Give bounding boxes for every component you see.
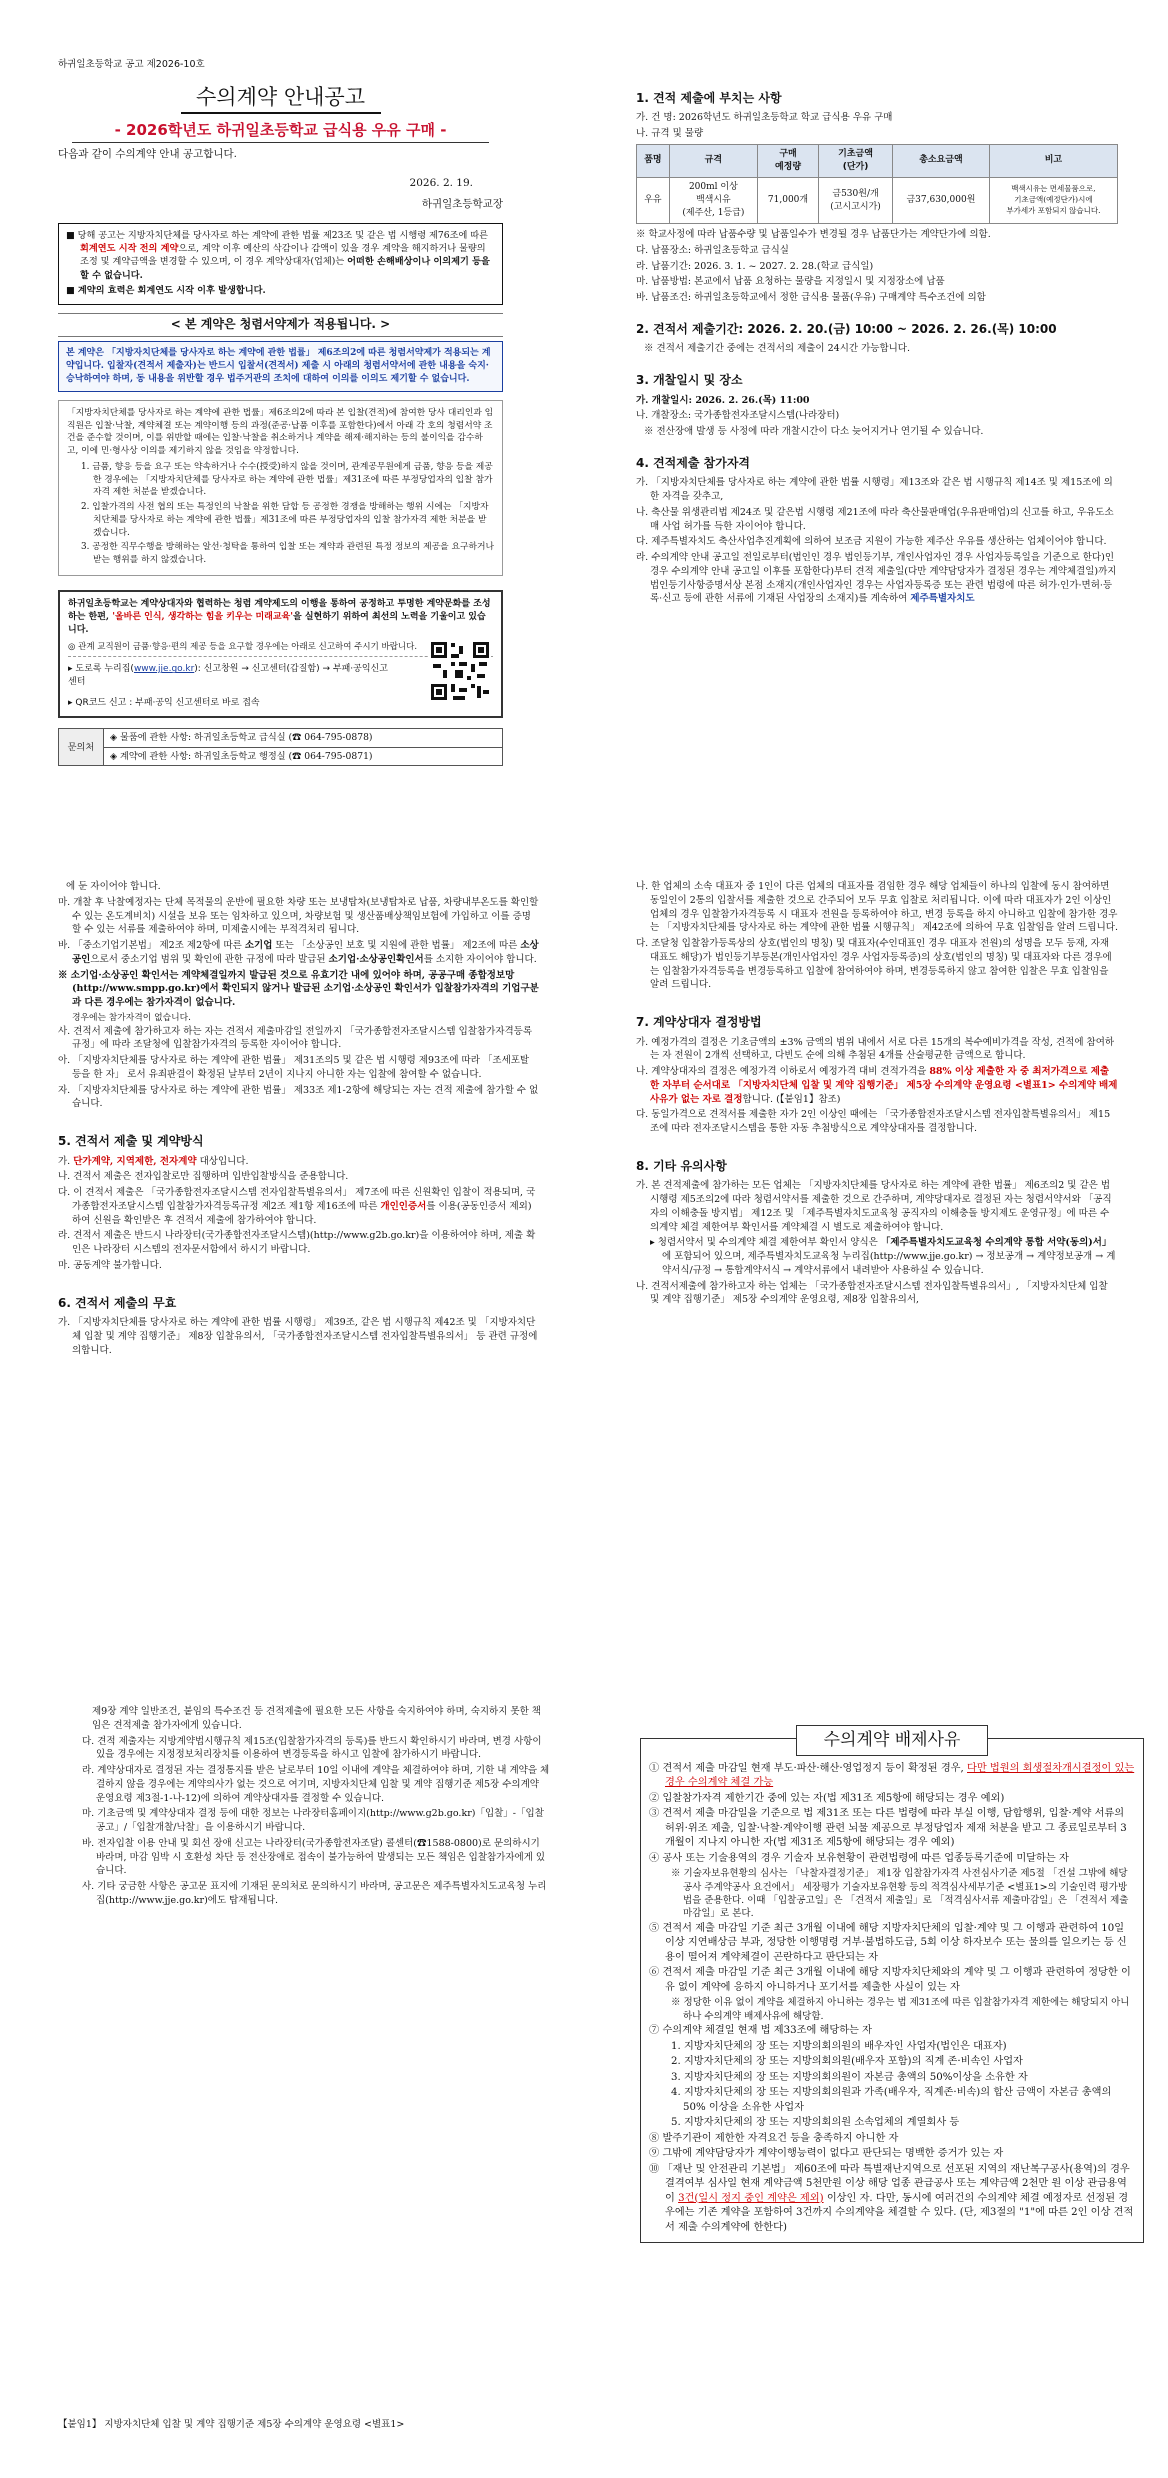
exclusion-item-text: 공사 또는 기술용역의 경우 기술자 보유현황이 관련법령에 따른 업종등록기준에 미달하는 자 — [662, 1852, 1069, 1864]
exclusion-item-number: ※ — [671, 1868, 684, 1880]
exclusion-item-number: ⑤ — [649, 1922, 663, 1934]
issuer: 하귀일초등학교장 — [421, 198, 503, 211]
clean-box-text: 본 계약은 「지방자치단체를 당사자로 하는 계약에 관한 법률」 제6조의2에 따른 청렴서약제가 적용되는 계약입니다. 입찰자(견적서 제출자)는 반드시 입찰서(견적서) 제출 시 아래의 청렴서약서에 관한 내용을 숙지·승낙하여야 하며, 동 내용을 위반할 경우 법주거관의 조치에 대하여 이의를 이의도 제기할 수 없습니다. — [66, 347, 491, 384]
sec4-item-a: 가. 「지방자치단체를 당사자로 하는 계약에 관한 법률 시행령」제13조와 같은 법 시행규칙 제14조 및 제15조에 의한 자격을 갖추고, — [636, 477, 1113, 502]
sec8-bullet: ▸ 청렴서약서 및 수의계약 체결 제한여부 확인서 양식은 — [650, 1237, 881, 1249]
exclusion-item-number: ④ — [649, 1852, 663, 1864]
ombuds-bullet1-b: ): 신고창원 → 신고센터(갑질함) → 부패·공익신고센터 — [68, 664, 388, 688]
pledge-box — [58, 400, 503, 576]
table-row — [637, 178, 1118, 224]
page1-left — [58, 58, 503, 766]
th-spec: 규격 — [669, 144, 757, 177]
sec4-item-h: 아. 「지방자치단체를 당사자로 하는 계약에 관한 법률」 제31조의5 및 같은 법 시행령 제93조에 따라 「조세포탈 등을 한 자」 로서 유죄판결이 확정된 날부터 2년이 지나지 아니한 자는 입찰에 참여할 수 없습니다. — [58, 1055, 530, 1080]
sec8-item-f: 바. 전자입찰 이용 안내 및 회선 장애 신고는 나라장터(국가종합전자조달) 콜센터(☎1588-0800)로 문의하시기 바라며, 마감 임박 시 호환성 차단 등 전산장애로 접속이 불가능하여 발생되는 모든 책임은 입찰참가자에게 있습니다. — [82, 1837, 546, 1877]
clean-box-heading: < 본 계약은 청렴서약제가 적용됩니다. > — [58, 313, 503, 336]
exclusion-item-number: ⑥ — [649, 1967, 663, 1979]
exclusion-item-number: ② — [649, 1792, 663, 1804]
sec6-title: 6. 견적서 제출의 무효 — [58, 1295, 177, 1310]
exclusion-item-number: ⑦ — [649, 2025, 663, 2037]
exclusion-item-text: 기술자보유현황의 심사는 「낙찰자결정기준」 제1장 입찰참가자격 사전심사기준 제5절 「건설 그밖에 해당공사 주계약공사 요건에서」 세장평가 기술자보유현황 등의 적격심사세부기준 <별표1>의 기술인력 평가방법을 준용한다. 이때 「입찰공고일」은 「견적서 제출일」로 「적격심사서류 제출마감일」은 「견적서 제출마감일」로 본다. — [683, 1868, 1129, 1920]
exclusion-item-text: 1. 지방자치단체의 장 또는 지방의회의원의 배우자인 사업자(법인은 대표자) — [671, 2040, 1007, 2052]
exclusion-list — [649, 1762, 1135, 2236]
exclusion-item-text: 그밖에 계약담당자가 계약이행능력이 없다고 판단되는 명백한 증거가 있는 자 — [662, 2148, 1004, 2160]
jje-link[interactable]: www.jje.go.kr — [133, 664, 195, 675]
notice-date: 2026. 2. 19. — [409, 177, 473, 190]
th-qty: 구매 예정량 — [757, 144, 818, 177]
pledge-item-1: 1. 금품, 향응 등을 요구 또는 약속하거나 수수(授受)하지 않을 것이며, 관계공무원에게 금품, 향응 등을 제공한 경우에는 「지방자치단체를 당사자로 하는 계약에 관한 법률」제31조에 따른 부정당업자의 입찰 참가자격 제한 처분을 받겠습니다. — [81, 461, 493, 498]
exclusion-item-text: 발주기관이 제한한 자격요건 등을 충족하지 아니한 자 — [662, 2132, 899, 2144]
sec5-item-a-b: 대상입니다. — [196, 1155, 249, 1167]
sec1-item-b: 나. 규격 및 물량 — [636, 128, 704, 140]
sec4-item-d-cont: 에 둔 자이어야 합니다. — [66, 881, 161, 892]
sec4-item-f: 바. 「중소기업기본법」 제2조 제2항에 따른 — [58, 940, 245, 952]
exclusion-item-text: 「재난 및 안전관리 기본법」 제60조에 따라 특별재난지역으로 선포된 지역의 재난복구공사(용역)의 경우 결격여부 심사일 현재 계약금액 5천만원 이상 해당 업종 관급공사 또는 계약금액 2천만 원 이상 관급용역이 — [662, 2163, 1130, 2204]
sec4-item-d: 라. 수의계약 안내 공고일 전일로부터(법인인 경우 법인등기부, 개인사업자인 경우 사업자등록일을 기준으로 한다)인 경우 수의계약 안내 공고일 이후를 포함한다)부터 견적 제출일(다만 계약담당자가 결정된 경우는 계약체결일)까지 법인등기사항증명서상 본점 소재지(개인사업자인 경우는 사업자등록증 또는 관련 법령에 따른 허가·인가·면허·등록·신고 등에 관한 서류에 기재된 사업장의 소재지)를 계속하여 — [636, 552, 1117, 605]
sec1-item-f: 바. 납품조건: 하귀일초등학교에서 정한 급식용 물품(우유) 구매계약 특수조건에 의함 — [636, 292, 986, 304]
exclusion-item-text: 견적서 제출 마감일을 기준으로 법 제31조 또는 다른 법령에 따라 부실 이행, 담합행위, 입찰·계약 서류의 허위·위조 제출, 입찰·낙찰·계약이행 관련 뇌물 제공으로 부정당업자 제재 처분을 받고 그 종료일로부터 3개월이 지나지 아니한 자(법 제31조 제5항에 해당되는 경우 예외) — [662, 1808, 1127, 1849]
sec4-small-biz: 소기업 — [244, 940, 273, 952]
exclusion-item-number: ⑩ — [649, 2163, 663, 2175]
product-table — [636, 144, 1118, 224]
sec8-title: 8. 기타 유의사항 — [636, 1158, 727, 1173]
exclusion-item — [649, 2055, 1135, 2069]
sec4-micro-biz: 소상공인 — [72, 940, 539, 965]
exclusion-item — [649, 1867, 1135, 1921]
ombuds-highlight: '올바른 인식, 생각하는 힘을 키우는 미래교육' — [112, 611, 293, 622]
sec4-item-f-e: 를 소지한 자이어야 합니다. — [423, 953, 537, 965]
page-subtitle: - 2026학년도 하귀일초등학교 급식용 우유 구매 - — [72, 120, 489, 143]
ombuds-bullet1: 도로록 누리집( — [75, 664, 134, 675]
ombuds-box: 하귀일초등학교는 계약상대자와 협력하는 청렴 계약제도의 이행을 통하여 공정하고 투명한 계약문화를 조성하는 한편, '올바른 인식, 생각하는 힘을 키우는 미래교육'을 실현하기 위하여 최선의 노력을 기울이고 있습니다. ◎ 관계 교직원이 금품·향응·편의 제공 등을 요구할 경우에는 아래로 신고하여 주시기 바랍니다. ▸ 도로록 누리집(www.jje.go.kr): 신고창원 → 신고센터(갑질함) → 부패·공익신고센터 ▸ QR코드 신고 : 부패·공익 신고센터로 바로 접속 — [58, 590, 503, 719]
sec8-bullet-c: 에 포함되어 있으며, 제주특별자치도교육청 누리집(http://www.jje.go.kr) → 정보공개 → 계약정보공개 → 계약서식/규정 → 통합계약서식 → 계약서류에서 내려받아 사용하실 수 있습니다. — [662, 1251, 1116, 1276]
contact-label: 문의처 — [59, 729, 104, 766]
sec5-item-c: 다. 이 견적서 제출은 「국가종합전자조달시스템 전자입찰특별유의서」 제7조에 따른 신원확인 입찰이 적용되며, 국가종합전자조달시스템 입찰참가자격등록규정 제2조 제1항 제16조에 따른 — [58, 1187, 536, 1212]
warning-text-2: 으로, 계약 이후 예산의 삭감이나 감액이 있을 경우 계약을 해지하거나 물량의 조정 및 계약금액을 변경할 수 있으며, 이 경우 계약상대자(업체)는 — [80, 242, 486, 268]
exclusion-item — [649, 1762, 1135, 1791]
sec8-item-c: 다. 견적 제출자는 지방계약법시행규칙 제15조(입찰참가자격의 등록)를 반드시 확인하시기 바라며, 변경 사항이 있을 경우에는 지정정보처리장치를 이용하여 변경등록을 하시고 입찰에 참가하시기 바랍니다. — [82, 1735, 542, 1761]
warning-text: 당해 공고는 지방자치단체를 당사자로 하는 계약에 관한 법률 제23조 및 같은 법 시행령 제76조에 따른 — [77, 229, 489, 241]
sec6-item-c: 다. 조달청 입찰참가등록상의 상호(법인의 명칭) 및 대표자(수인대표인 경우 대표자 전원)의 성명을 모두 등재, 자재대표도 해당)가 법인등기부등본(개인사업자인 경우 사업자등록증)의 상호(법인의 명칭) 및 대표자와 다른 경우에는 입찰참가자격등록을 변경등록하고 입찰에 참여하여야 하며, 변경등록하지 않고 참여한 입찰은 무효 입찰임을 알려 드립니다. — [636, 938, 1112, 991]
page2-left — [58, 880, 540, 1359]
exclusion-item — [649, 2071, 1135, 2085]
pledge-item-3: 3. 공정한 직무수행을 방해하는 알선·청탁을 통하여 입찰 또는 계약과 관련된 특정 정보의 제공을 요구하거나 받는 행위를 하지 않겠습니다. — [81, 542, 494, 566]
attachment-note: 【붙임1】 지방자치단체 입찰 및 계약 집행기준 제5장 수의계약 운영요령 <별표1> — [58, 2419, 405, 2430]
exclusion-item — [649, 1792, 1135, 1806]
exclusion-item — [649, 1852, 1135, 1866]
exclusion-item — [649, 2024, 1135, 2038]
exclusion-item-number: ※ — [671, 1997, 684, 2009]
intro-text: 다음과 같이 수의계약 안내 공고합니다. — [58, 147, 237, 160]
sec7-decision-rule: 88% 이상 제출한 자 중 최저가격으로 제출한 자부터 순서대로 「지방자치단체 입찰 및 계약 집행기준」 제5장 수의계약 운영요령 <별표1> 수의계약 배제사유가 없는 자로 결정 — [650, 1066, 1118, 1105]
sec8-item-e: 마. 기초금액 및 계약상대자 결정 등에 대한 정보는 나라장터홈페이지(http://www.g2b.go.kr)「입찰」-「입찰공고」/「입찰개찰/낙찰」을 이용하시기 바랍니다. — [82, 1808, 544, 1834]
exclusion-item — [649, 1966, 1135, 1995]
sec5-contract-type: 단가계약, 지역제한, 전자계약 — [73, 1155, 197, 1167]
sec1-item-e: 마. 납품방법: 본교에서 납품 요청하는 물량을 지정일시 및 지정장소에 납품 — [636, 276, 945, 288]
exclusion-item — [649, 1996, 1135, 2023]
sec4-item-g: 사. 견적서 제출에 참가하고자 하는 자는 견적서 제출마감일 전일까지 「국가종합전자조달시스템 입찰참가자격등록규정」에 따라 조달청에 입찰참가자격의 등록한 자이어야 합니다. — [58, 1025, 533, 1051]
exclusion-item-text: 정당한 이유 없이 계약을 체결하지 아니하는 경우는 법 제31조에 따른 입찰참가자격 제한에는 해당되지 아니하나 수의계약 배제사유에 해당함. — [683, 1997, 1130, 2022]
exclusion-item — [649, 2147, 1135, 2161]
page3-left — [82, 1705, 550, 1910]
sec7-item-c: 다. 동일가격으로 견적서를 제출한 자가 2인 이상인 때에는 「국가종합전자조달시스템 전자입찰특별유의서」 제15조에 따라 전자조달시스템을 통한 자동 추첨방식으로 계약상대자를 결정합니다. — [636, 1109, 1111, 1135]
sec3-item-b: 나. 개찰장소: 국가종합전자조달시스템(나라장터) — [636, 410, 840, 422]
sec4-item-e: 마. 개찰 후 낙찰예정자는 단체 목적물의 운반에 필요한 차량 또는 보냉탑차(보냉탑차로 납품, 차량내부온도를 확인할 수 있는 온도계비치) 시설을 보유 또는 임차하고 있으며, 차량보험 및 생산품배상책임보험에 가입하고 이를 증명할 수 있는 서류를 제출하여야 하며, 미제출시에는 부적격처리 됩니다. — [58, 896, 539, 936]
sec7-item-b-b: 합니다. (【붙임1】참조) — [742, 1093, 841, 1105]
sec2-title: 2. 견적서 제출기간: 2026. 2. 20.(금) 10:00 ~ 2026. 2. 26.(목) 10:00 — [636, 321, 1057, 336]
pledge-item-2: 2. 입찰가격의 사전 협의 또는 특정인의 낙찰을 위한 담합 등 공정한 경쟁을 방해하는 행위 시에는 「지방자치단체를 당사자로 하는 계약에 관한 법률」제31조에 따른 부정당업자의 입찰 참가자격 제한 처분을 받겠습니다. — [81, 502, 489, 538]
exclusion-item-number: ⑧ — [649, 2132, 663, 2144]
sec2-note: ※ 견적서 제출기간 중에는 견적서의 제출이 24시간 가능합니다. — [644, 343, 910, 355]
ombuds-text: 하귀일초등학교는 계약상대자와 협력하는 청렴 계약제도의 이행을 통하여 공정하고 투명한 계약문화를 조성하는 한편, — [68, 598, 491, 622]
sec8-item-b-cont: 제9장 계약 일반조건, 붙임의 특수조건 등 견적제출에 필요한 모든 사항을 숙지하여야 하며, 숙지하지 못한 책임은 견적제출 참가자에게 있습니다. — [92, 1706, 541, 1731]
exclusion-item-text: 견적서 제출 마감일 기준 최근 3개월 이내에 해당 지방자치단체와의 계약 및 그 이행과 관련하여 정당한 이유 없이 계약에 응하지 아니하거나 포기서를 제출한 사실이 있는 자 — [662, 1967, 1131, 1993]
pledge-intro: 「지방자치단체를 당사자로 하는 계약에 관한 법률」제6조의2에 따라 본 입찰(견적)에 참여한 당사 대리인과 임직원은 입찰·낙찰, 계약체결 또는 계약이행 등의 과정(준공·납품 이후를 포함한다)에서 아래 각 호의 청렴서약 조건을 준수할 것이며, 이를 위반할 때에는 입찰·낙찰을 취소하거나 계약을 해제·해지하는 등의 불이익을 감수하고, 이에 민·형사상 이의를 제기하지 않을 것임을 약정합니다. — [67, 407, 494, 457]
sec1-item-a: 가. 건 명: 2026학년도 하귀일초등학교 학교 급식용 우유 구매 — [636, 112, 893, 124]
exclusion-box — [640, 1730, 1144, 2243]
sec4-item-i: 자. 「지방자치단체를 당사자로 하는 계약에 관한 법률」 제33조 제1-2항에 해당되는 자는 견적 제출에 참가할 수 없습니다. — [58, 1084, 539, 1110]
contact-food: ◈ 물품에 관한 사항: 하귀일초등학교 급식실 (☎ 064-795-0878) — [104, 729, 503, 747]
th-total: 총소요금액 — [893, 144, 990, 177]
exclusion-item-highlight: 3건(일시 정지 중인 계약은 제외) — [678, 2192, 824, 2204]
sec1-item-c: 다. 납품장소: 하귀일초등학교 급식실 — [636, 244, 789, 256]
contact-table — [58, 728, 503, 766]
cell-spec: 200ml 이상 백색시유 (제주산, 1등급) — [669, 178, 757, 224]
sec5-cert: 개인인증서 — [380, 1200, 427, 1212]
sec3-note: ※ 전산장애 발생 등 사정에 따라 개찰시간이 다소 늦어지거나 연기될 수 있습니다. — [644, 426, 984, 438]
sec5-title: 5. 견적서 제출 및 계약방식 — [58, 1134, 204, 1149]
cell-item: 우유 — [637, 178, 670, 224]
th-base-price: 기초금액 (단가) — [819, 144, 893, 177]
exclusion-item-text: 5. 지방자치단체의 장 또는 지방의회의원 소속업체의 계열회사 등 — [671, 2117, 960, 2129]
sec5-item-d: 라. 견적서 제출은 반드시 나라장터(국가종합전자조달시스템)(http://www.g2b.go.kr)을 이용하여야 하며, 제출 확인은 나라장터 시스템의 전자문서함에서 하시기 바랍니다. — [58, 1230, 536, 1256]
warning-box: ■ 당해 공고는 지방자치단체를 당사자로 하는 계약에 관한 법률 제23조 및 같은 법 시행령 제76조에 따른 회계연도 시작 전의 계약으로, 계약 이후 예산의 삭감이나 감액이 있을 경우 계약을 해지하거나 물량의 조정 및 계약금액을 변경할 수 있으며, 이 경우 계약상대자(업체)는 어떠한 손해배상이나 이의제기 등을 할 수 없습니다. ■ 계약의 효력은 회계연도 시작 이후 발생합니다. — [58, 223, 503, 306]
sec4-jeju: 제주특별자치도 — [910, 593, 975, 605]
page-title: 수의계약 안내공고 — [181, 82, 381, 114]
sec1-item-d: 라. 납품기간: 2026. 3. 1. ~ 2027. 2. 28.(학교 급식일) — [636, 260, 874, 272]
page2-right — [636, 880, 1118, 1309]
sec7-item-a: 가. 예정가격의 결정은 기초금액의 ±3% 금액의 범위 내에서 서로 다른 15개의 복수예비가격을 작성, 견적에 참여하는 자 전원이 2개씩 선택하고, 다빈도 순에 의해 추첨된 4개를 산술평균한 금액으로 합니다. — [636, 1036, 1115, 1062]
exclusion-item-number: ① — [649, 1762, 663, 1774]
exclusion-item-text: 2. 지방자치단체의 장 또는 지방의회의원(배우자 포함)의 직계 존·비속인 사업자 — [671, 2056, 1023, 2068]
sec4-item-c: 다. 제주특별자치도 축산사업추진계획에 의하여 보조금 지원이 가능한 제주산 우유를 생산하는 업체이어야 합니다. — [636, 536, 1107, 548]
ombuds-text-2: 을 실현하기 위하여 최선의 노력을 기울이고 있습니다. — [68, 611, 486, 635]
cell-total: 금37,630,000원 — [893, 178, 990, 224]
cell-note: 백색시유는 면세물품으로, 기초금액(예정단가)시에 부가세가 포함되지 않습니다. — [989, 178, 1117, 224]
exclusion-item-number: ③ — [649, 1808, 663, 1820]
sec8-pledge-form: 「제주특별자치도교육청 수의계약 통합 서약(동의)서」 — [880, 1237, 1112, 1249]
sec8-item-d: 라. 계약상대자로 결정된 자는 결정통지를 받은 날로부터 10일 이내에 계약을 체결하여야 하며, 기한 내 계약을 체결하지 않을 경우에는 계약의사가 없는 것으로 여기며, 지방자치단체 입찰 및 계약 집행기준 제5장 수의계약 운영요령 제3절-1-나-12)에 의하여 계약상대자를 결정할 수 있습니다. — [82, 1765, 550, 1804]
sec3-title: 3. 개찰일시 및 장소 — [636, 373, 743, 388]
th-note: 비고 — [989, 144, 1117, 177]
sec4-star-note: ※ 소기업·소상공인 확인서는 계약체결일까지 발급된 것으로 유효기간 내에 있어야 하며, 공공구매 종합정보망(http://www.smpp.go.kr)에서 확인되지 않거나 발급된 소기업·소상공인 확인서가 입찰참가자격의 기업구분과 다른 경우에는 참가자격이 없습니다. — [58, 969, 539, 1009]
exclusion-item-text: 견적서 제출 마감일 현재 부도·파산·해산·영업정지 등이 확정된 경우, — [662, 1762, 968, 1774]
sec5-item-b: 나. 견적서 제출은 전자입찰로만 집행하며 입반입찰방식을 준용합니다. — [58, 1171, 349, 1183]
sec6-item-a: 가. 「지방자치단체를 당사자로 하는 계약에 관한 법률 시행령」 제39조, 같은 법 시행규칙 제42조 및 「지방자치단체 입찰 및 계약 집행기준」 제8장 입찰유의서, 「국가종합전자조달시스템 전자입찰특별유의서」 등 관련 규정에 의합니다. — [58, 1317, 538, 1356]
page1-right — [636, 80, 1118, 608]
sec8-item-g: 사. 기타 궁금한 사항은 공고문 표지에 기재된 문의처로 문의하시기 바라며, 공고문은 제주특별자치도교육청 누리집(http://www.jje.go.kr)에도 탑재됩니다. — [82, 1881, 547, 1906]
notice-number: 하귀일초등학교 공고 제2026-10호 — [58, 59, 205, 70]
sec1-title: 1. 견적 제출에 부치는 사항 — [636, 91, 782, 105]
sec6-item-b: 나. 한 업체의 소속 대표자 중 1인이 다른 업체의 대표자를 겸임한 경우 해당 업체들이 하나의 입찰에 동시 참여하면 동일인이 2통의 입찰서를 제출한 것으로 간주되어 모두 무효 입찰로 처리됩니다. 이에 따라 대표자가 2인 이상인 업체의 경우 입찰참가자격등록 시 대표자 전원을 등록하여야 하고, 변경 등록을 하지 아니하고 입찰에 참가한 경우는 「지방자치단체를 당사자로 하는 계약에 관한 법률 시행규칙」 제42조에 의하여 무효 입찰임을 알려 드립니다. — [636, 881, 1118, 934]
sec4-star-note-2: 경우에는 참가자격이 없습니다. — [72, 1012, 191, 1023]
sec8-item-a: 가. 본 견적제출에 참가하는 모든 업체는 「지방자치단체를 당사자로 하는 계약에 관한 법률」 제6조의2 및 같은 법 시행령 제5조의2에 따라 청렴서약서를 제출한 것으로 간주하며, 계약당대자로 결정된 자는 청렴서약서와 「공직자의 이해충돌 방지법」 제12조 및 「제주특별자치도교육청 공직자의 이해충돌 방지제도 운영규정」에 따른 수의계약 체결 제한여부 확인서를 계약체결 시 별도로 제출하여야 합니다. — [636, 1180, 1112, 1233]
exclusion-item-text: 3. 지방자치단체의 장 또는 지방의회의원이 자본금 총액의 50%이상을 소유한 자 — [671, 2071, 1028, 2083]
warning-line2: 계약의 효력은 회계연도 시작 이후 발생합니다. — [77, 284, 266, 296]
sec5-item-c-b: 를 이용(공동인증서 제외)하여 신원을 확인받은 후 견적서 제출에 참가하여야 합니다. — [72, 1200, 532, 1226]
exclusion-item — [649, 1807, 1135, 1850]
sec7-item-b: 나. 계약상대자의 결정은 예정가격 이하로서 예정가격 대비 견적가격을 — [636, 1066, 930, 1078]
contact-contract: ◈ 계약에 관한 사항: 하귀일초등학교 행정실 (☎ 064-795-0871) — [104, 747, 503, 765]
sec4-item-b: 나. 축산물 위생관리법 제24조 및 같은법 시행령 제21조에 따라 축산물판매업(우유판매업)의 신고를 하고, 우유도소매 사업 허가를 득한 자이어야 합니다. — [636, 506, 1114, 532]
exclusion-item — [649, 2163, 1135, 2235]
exclusion-item-number: ⑨ — [649, 2148, 663, 2160]
sec4-item-f-m: 또는 「소상공인 보호 및 지원에 관한 법률」 제2조에 따른 — [272, 940, 521, 952]
cell-base-price: 금530원/개 (고시고시가) — [819, 178, 893, 224]
exclusion-item-text: 수의계약 체결일 현재 법 제33조에 해당하는 자 — [662, 2025, 872, 2037]
warning-bold: 어떠한 손해배상이나 이의제기 등을 할 수 없습니다. — [80, 256, 490, 281]
exclusion-item-highlight: 다만 법원의 회생절차개시결정이 있는 경우 수의계약 체결 가능 — [665, 1762, 1135, 1789]
ombuds-bullet2: QR코드 신고 : 부패·공익 신고센터로 바로 접속 — [75, 698, 260, 709]
sec5-item-e: 마. 공동계약 불가합니다. — [58, 1259, 162, 1271]
exclusion-item — [649, 2116, 1135, 2130]
qr-code-icon[interactable] — [429, 640, 491, 702]
sec1-note: ※ 학교사정에 따라 납품수량 및 납품일수가 변경될 경우 납품단가는 계약단가에 의함. — [636, 229, 991, 241]
sec7-title: 7. 계약상대자 결정방법 — [636, 1015, 762, 1030]
sec5-item-a: 가. — [58, 1155, 74, 1167]
sec4-title: 4. 견적제출 참가자격 — [636, 455, 751, 470]
sec8-item-b: 나. 견적서제출에 참가하고자 하는 업체는 「국가종합전자조달시스템 전자입찰특별유의서」, 「지방자치단체 입찰 및 계약 집행기준」 제5장 수의계약 운영요령, 제8장 입찰유의서, — [636, 1280, 1108, 1306]
exclusion-item — [649, 2040, 1135, 2054]
exclusion-item-text: 4. 지방자치단체의 장 또는 지방의회의원과 가족(배우자, 직계존·비속)의 합산 금액이 자본금 총액의 50% 이상을 소유한 사업자 — [671, 2087, 1112, 2113]
sec4-item-f-n: 으로서 중소기업 범위 및 확인에 관한 규정에 따라 발급된 — [90, 953, 329, 965]
sec4-cert: 소기업·소상공인확인서 — [328, 953, 424, 965]
exclusion-item — [649, 1922, 1135, 1965]
cell-qty: 71,000개 — [757, 178, 818, 224]
exclusion-title: 수의계약 배제사유 — [796, 1725, 988, 1756]
exclusion-item-text: 견적서 제출 마감일 기준 최근 3개월 이내에 해당 지방자치단체의 입찰·계약 및 그 이행과 관련하여 10일 이상 지연배상금 부과, 정당한 이행명령 거부·불법하도급, 5회 이상 하자보수 또는 물의를 일으키는 등 신용이 떨어져 계약체결이 곤란하다고 판단되는 자 — [662, 1922, 1127, 1963]
exclusion-item — [649, 2086, 1135, 2115]
warning-highlight: 회계연도 시작 전의 계약 — [80, 242, 179, 254]
ombuds-report-guide: ◎ 관계 교직원이 금품·향응·편의 제공 등을 요구할 경우에는 아래로 신고하여 주시기 바랍니다. — [68, 641, 493, 657]
th-item: 품명 — [637, 144, 670, 177]
clean-box — [58, 341, 503, 392]
sec3-item-a: 가. 개찰일시: 2026. 2. 26.(목) 11:00 — [636, 394, 810, 406]
exclusion-item — [649, 2132, 1135, 2146]
exclusion-item-text: 입찰참가자격 제한기간 중에 있는 자(법 제31조 제5항에 해당되는 경우 예외) — [662, 1792, 1005, 1804]
exclusion-item-text-2: 이상인 자. 다만, 동시에 여러건의 수의계약 체결 예정자로 선정된 경우에는 기존 계약을 포함하여 3건까지 수의계약을 체결할 수 있다. (단, 제3절의 "1"에 따른 2인 이상 견적서 제출 수의계약에 한한다) — [665, 2192, 1134, 2233]
